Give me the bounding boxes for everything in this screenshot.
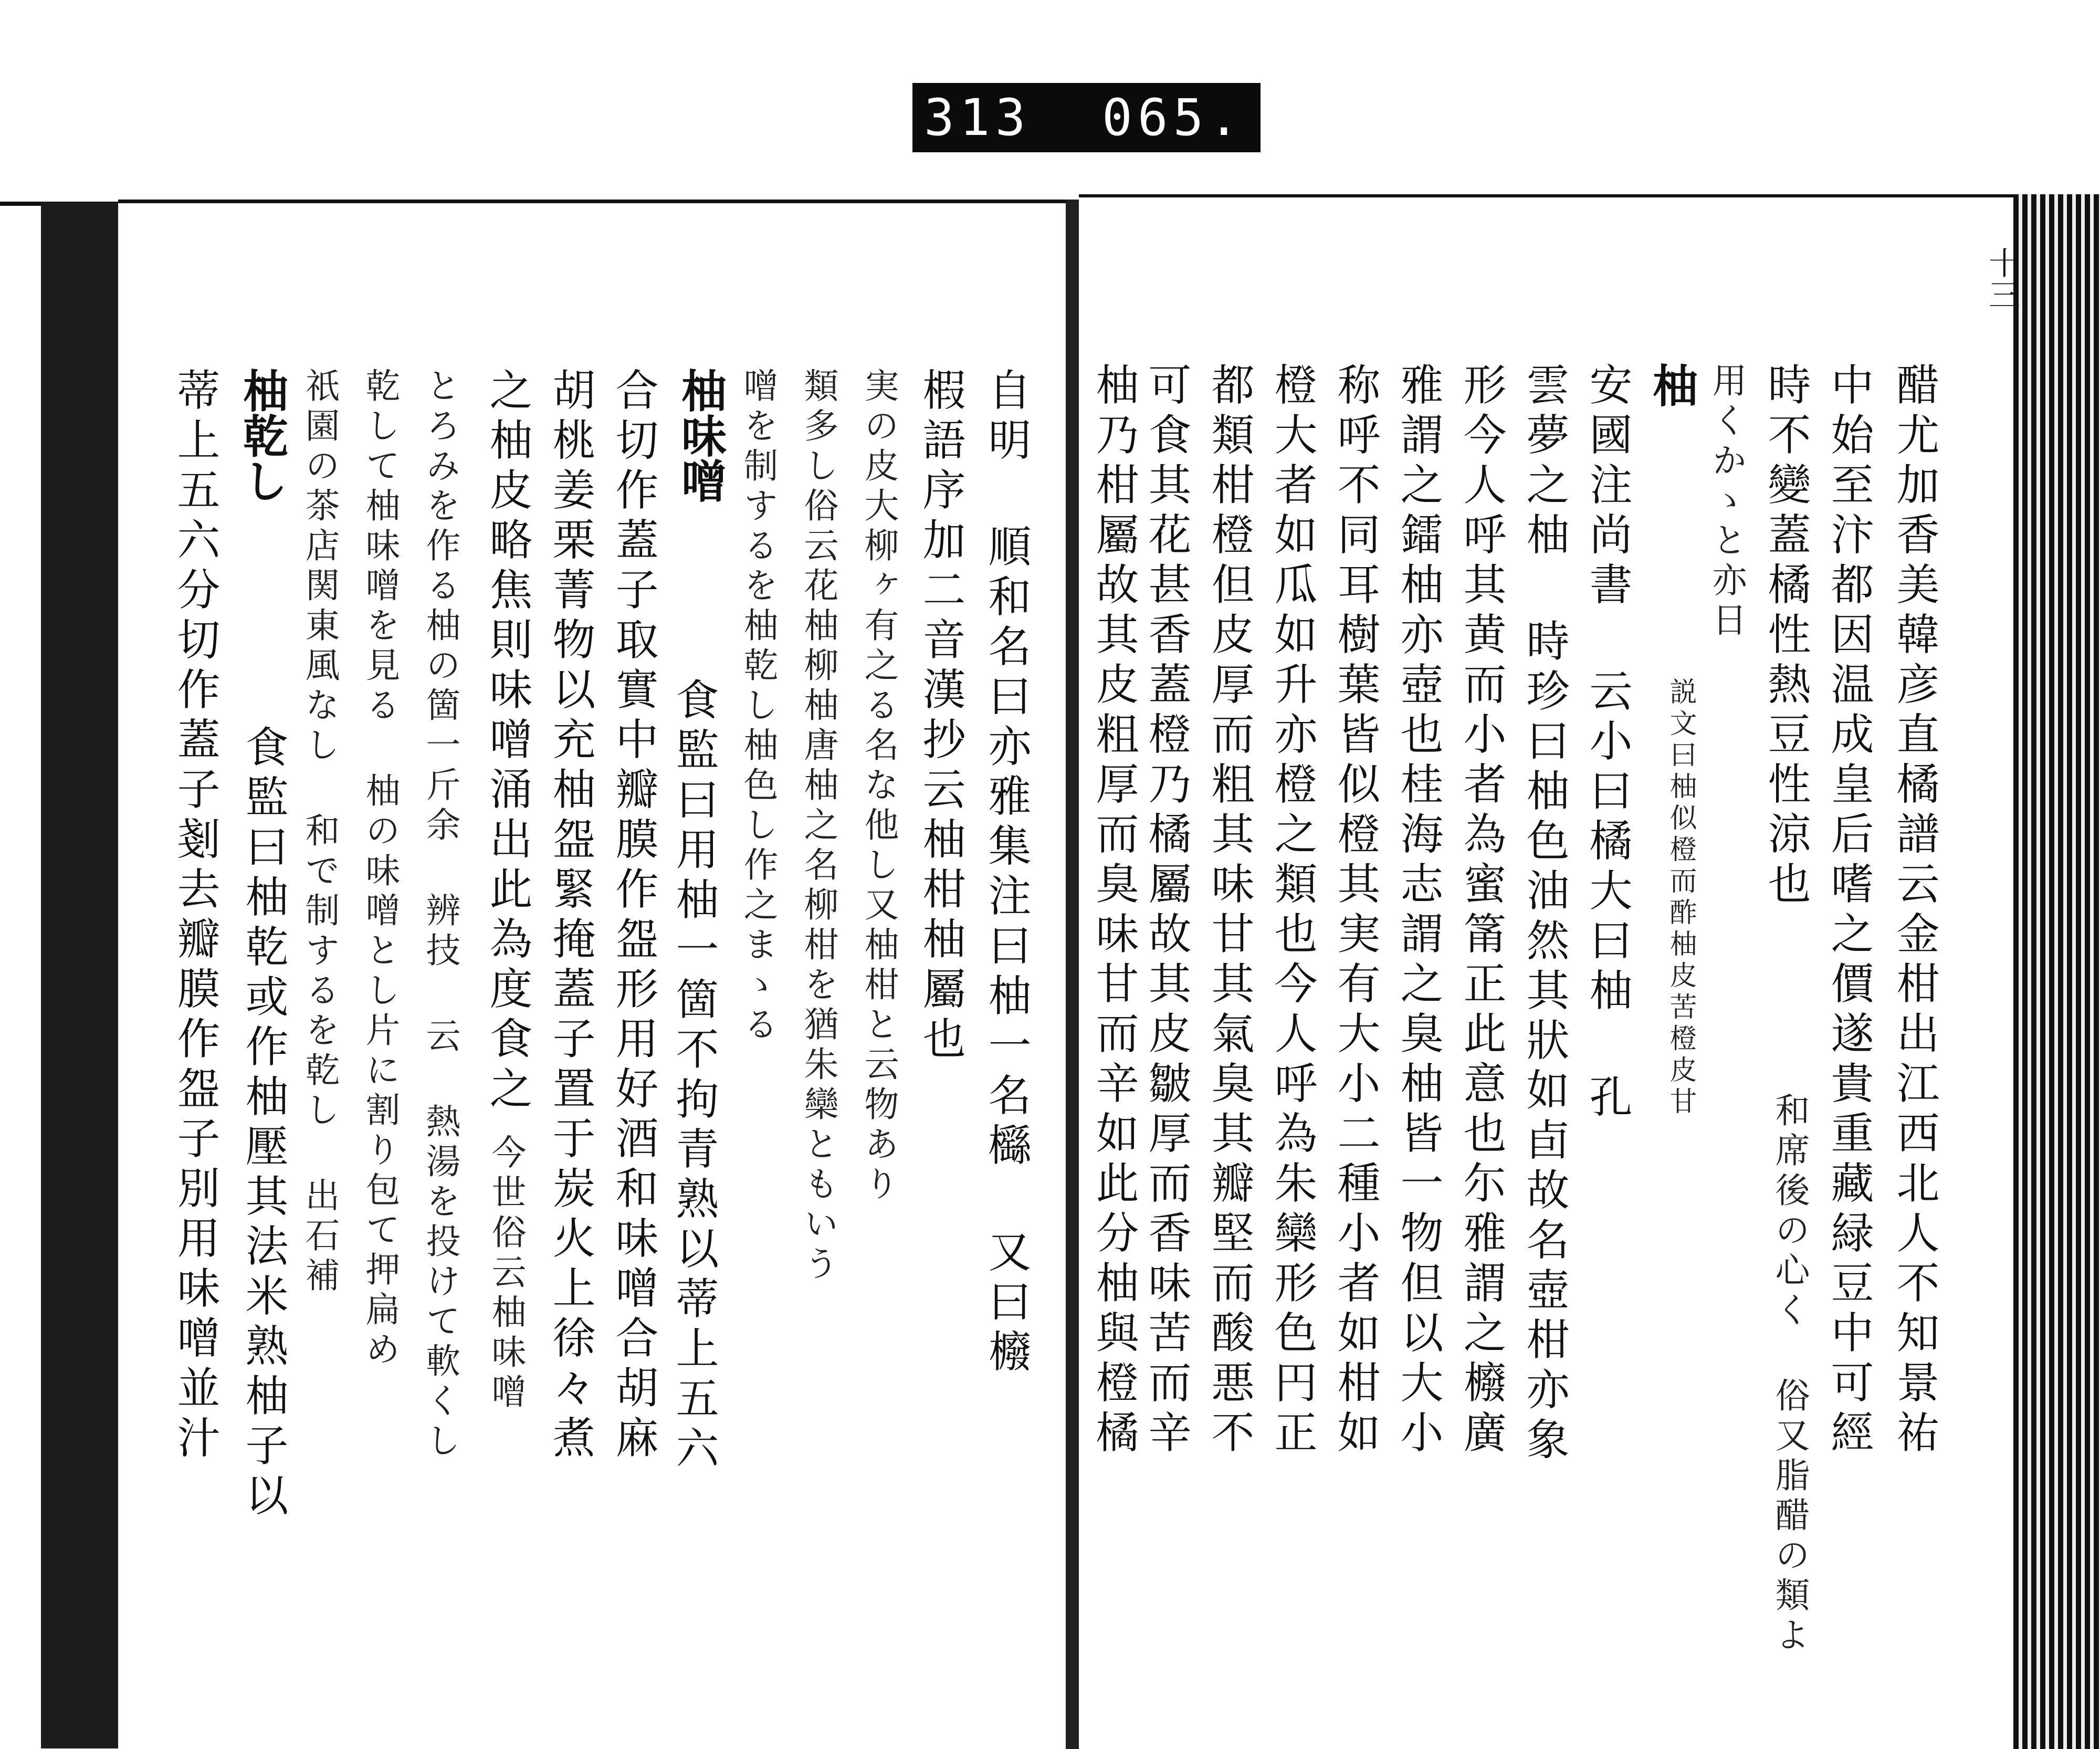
annotation-column: 和席後の心く 俗又脂醋の類よ (1769, 1092, 1810, 1657)
text-column: 之柚皮略焦則味噌涌出此為度食之 (482, 368, 532, 1116)
text-column: 時不變蓋橘性熱豆性涼也 (1761, 362, 1811, 911)
page-edges (2013, 194, 2100, 1749)
annotation-column: 乾して柚味噌を見る 柚の味噌とし片に割り包て押扁め (360, 368, 400, 1371)
annotation-column: 今世俗云柚味噌 (486, 1134, 526, 1413)
text-column: 自明 順和名曰亦雅集注曰柚一名櫾 又曰櫠 (981, 368, 1031, 1379)
left-cover-shadow (41, 202, 120, 1748)
entry-heading: 柚乾し (235, 368, 288, 503)
headnote: 説文曰柚似橙而酢柚皮苦橙皮甘 (1665, 677, 1696, 1118)
text-column: 都類柑橙但皮厚而粗其味甘其氣臭其瓣堅而酸悪不 (1204, 362, 1254, 1460)
text-column: 食監曰柚乾或作柚壓其法米熟柚子以 (238, 725, 288, 1523)
entry-heading: 柚味噌 (674, 368, 727, 503)
text-column: 胡桃姜栗菁物以充柚盌緊掩蓋子置于炭火上徐々煮 (545, 368, 595, 1465)
annotation-column: 類多し俗云花柚柳柚唐柚之名柳柑を猶朱欒ともいう (798, 368, 838, 1285)
text-column: 橙大者如瓜如升亦橙之類也今人呼為朱欒形色円正 (1267, 362, 1317, 1460)
text-column: 安國注尚書 云小曰橘大曰柚 孔 (1582, 362, 1632, 1124)
text-column: 中始至汴都因温成皇后嗜之價遂貴重藏緑豆中可經 (1824, 362, 1874, 1460)
text-column: 称呼不同耳樹葉皆似橙其実有大小二種小者如柑如 (1330, 362, 1380, 1460)
text-column: 形今人呼其黄而小者為蜜筩正此意也尓雅謂之櫠廣 (1456, 362, 1506, 1460)
text-column: 食監曰用柚一箇不拘青熟以蒂上五六 (669, 677, 719, 1475)
annotation-column: とろみを作る柚の箇一斤余 辨技 云 熱湯を投けて軟くし (420, 368, 460, 1462)
text-column: 合切作蓋子取實中瓣膜作盌形用好酒和味噌合胡麻 (608, 368, 658, 1465)
text-column: 柚乃柑屬故其皮粗厚而臭味甘而辛如此分柚與橙橘 (1089, 362, 1139, 1460)
book-spine (1066, 200, 1079, 1749)
annotation-column: 用くかゝと亦日 (1706, 362, 1747, 642)
text-column: 椵語序加二音漢抄云柚柑柚屬也 (916, 368, 965, 1066)
entry-heading: 柚 (1645, 362, 1698, 407)
text-column: 可食其花甚香蓋橙乃橘屬故其皮皺厚而香味苦而辛 (1141, 362, 1191, 1460)
folio-number: 十三 (1983, 247, 2020, 310)
text-column: 蒂上五六分切作蓋子剗去瓣膜作盌子別用味噌並汁 (170, 368, 220, 1465)
annotation-column: 噌を制するを柚乾し柚色し作之まゝる (738, 368, 778, 1046)
text-column: 雲夢之柚 時珍曰柚色油然其狀如卣故名壺柑亦象 (1519, 362, 1569, 1467)
annotation-column: 実の皮大柳ヶ有之る名な他し又柚柑と云物あり (858, 368, 899, 1206)
text-column: 雅謂之鐳柚亦壺也桂海志謂之臭柚皆一物但以大小 (1393, 362, 1443, 1460)
annotation-column: 祇園の茶店関東風なし 和で制するを乾し 出石補 (299, 368, 340, 1297)
text-column: 醋尤加香美韓彦直橘譜云金柑出江西北人不知景祐 (1889, 362, 1939, 1460)
frame-number-label: 313 065. (912, 83, 1261, 152)
